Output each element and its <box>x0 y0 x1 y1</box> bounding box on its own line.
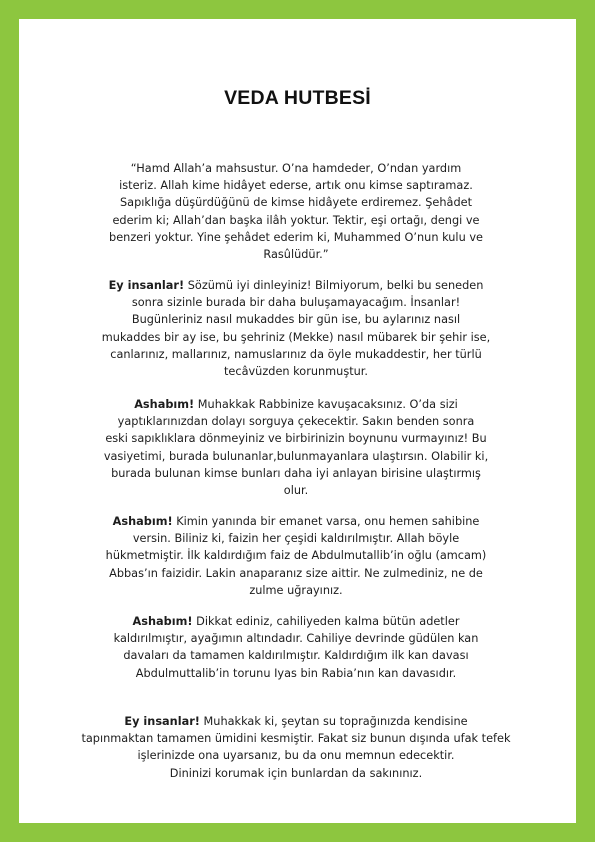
paragraph-5 <box>70 613 522 682</box>
paragraph-line: zulme uğrayınız. <box>249 583 343 597</box>
paragraph-line: Muhakkak Rabbinize kavuşacaksınız. O’da sizi <box>194 398 458 411</box>
paragraph-line: benzeri yoktur. Yine şehâdet ederim ki, Muhammed O’nun kulu ve <box>109 230 483 244</box>
paragraph-lead: Ey insanlar! <box>108 279 185 292</box>
paragraph-lead: Ashabım! <box>134 398 195 411</box>
paragraph-lead: Ashabım! <box>132 615 193 628</box>
paragraph-intro <box>70 160 522 263</box>
paragraph-line: Kimin yanında bir emanet varsa, onu hemen sahibine <box>172 515 480 528</box>
document-title: VEDA HUTBESİ <box>224 87 371 109</box>
paragraph-line: sonra sizinle burada bir daha buluşamayacağım. İnsanlar! <box>131 296 461 310</box>
paragraph-lead: Ey insanlar! <box>124 715 200 728</box>
paragraph-line: Abdulmuttalib’in torunu Iyas bin Rabia’nın kan davasıdır. <box>135 666 457 680</box>
paragraph-line: eski sapıklıklara dönmeyiniz ve birbirinizin boynunu vurmayınız! Bu <box>105 432 487 446</box>
paragraph-line: “Hamd Allah’a mahsustur. O’na hamdeder, O’ndan yardım <box>130 162 462 175</box>
paragraph-lead: Ashabım! <box>112 515 173 528</box>
paragraph-line: vasiyetimi, burada bulunanlar,bulunmayanlara ulaştırsın. Olabilir ki, <box>103 449 489 463</box>
paragraph-3 <box>70 396 522 499</box>
paragraph-line: hükmetmiştir. İlk kaldırdığım faiz de Abdulmutallib’in oğlu (amcam) <box>105 549 487 563</box>
paragraph-line: canlarınız, mallarınız, namuslarınız da öyle mukaddestir, her türlü <box>110 347 482 361</box>
paragraph-line: tecâvüzden korunmuştur. <box>223 365 368 379</box>
paragraph-line: Rasûlüdür.” <box>263 248 329 262</box>
paragraph-line: Dikkat ediniz, cahiliyeden kalma bütün adetler <box>192 615 460 628</box>
paragraph-line: Sapıklığa düşürdüğünü de kimse hidâyete erdiremez. Şehâdet <box>120 196 472 210</box>
paragraph-4 <box>70 513 522 599</box>
paragraph-line: Muhakkak ki, şeytan su toprağınızda kendisine <box>199 715 468 728</box>
paragraph-line: tapınmaktan tamamen ümidini kesmiştir. Fakat siz bunun dışında ufak tefek <box>81 732 511 746</box>
paragraph-line: versin. Biliniz ki, faizin her çeşidi kaldırılmıştır. Allah böyle <box>132 532 460 546</box>
paragraph-line: Dininizi korumak için bunlardan da sakınınız. <box>169 766 423 780</box>
paragraph-line: davaları da tamamen kaldırılmıştır. Kaldırdığım ilk kan davası <box>123 649 469 663</box>
paragraph-line: yaptıklarınızdan dolayı sorguya çekecektir. Sakın benden sonra <box>117 415 475 429</box>
paragraph-line: Sözümü iyi dinleyiniz! Bilmiyorum, belki bu seneden <box>184 279 484 292</box>
paragraph-line: Abbas’ın faizidir. Lakin anaparanız size aittir. Ne zulmediniz, ne de <box>109 566 483 580</box>
paragraph-line: Bugünleriniz nasıl mukaddes bir gün ise, bu aylarınız nasıl <box>131 313 461 327</box>
paragraph-line: ederim ki; Allah’dan başka ilâh yoktur. Tektir, eşi ortağı, dengi ve <box>112 213 480 227</box>
paragraph-2 <box>70 277 522 380</box>
paragraph-6 <box>70 713 522 782</box>
paragraph-line: burada bulunan kimse bunları daha iyi anlayan birisine ulaştırmış <box>111 466 481 480</box>
paragraph-line: kaldırılmıştır, ayağımın altındadır. Cahiliye devrinde güdülen kan <box>113 632 479 646</box>
paragraph-line: isteriz. Allah kime hidâyet ederse, artık onu kimse saptıramaz. <box>119 179 473 193</box>
paragraph-line: mukaddes bir ay ise, bu şehriniz (Mekke) nasıl mübarek bir şehir ise, <box>101 330 491 344</box>
paragraph-line: işlerinizde ona uyarsanız, bu da onu memnun edecektir. <box>137 749 455 763</box>
paragraph-line: olur. <box>283 484 309 498</box>
document-page <box>19 19 576 823</box>
